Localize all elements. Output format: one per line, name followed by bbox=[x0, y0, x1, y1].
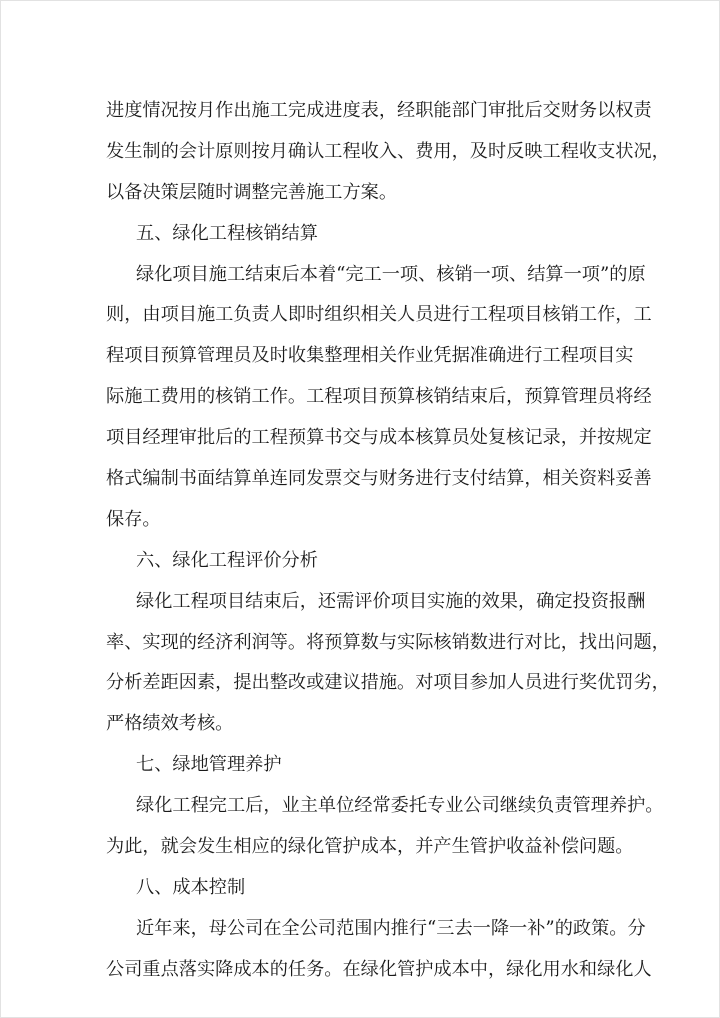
body-line: 发生制的会计原则按月确认工程收入、费用，及时反映工程收支状况， bbox=[106, 140, 670, 162]
body-line: 率、实现的经济利润等。将预算数与实际核销数进行对比，找出问题， bbox=[106, 631, 670, 653]
body-line: 格式编制书面结算单连同发票交与财务进行支付结算，相关资料妥善 bbox=[106, 468, 652, 490]
body-line: 项目经理审批后的工程预算书交与成本核算员处复核记录，并按规定 bbox=[106, 427, 652, 449]
body-line: 则，由项目施工负责人即时组织相关人员进行工程项目核销工作，工 bbox=[106, 304, 652, 326]
body-line: 程项目预算管理员及时收集整理相关作业凭据准确进行工程项目实 bbox=[106, 345, 634, 367]
section-heading: 五、绿化工程核销结算 bbox=[136, 222, 318, 244]
body-line: 公司重点落实降成本的任务。在绿化管护成本中，绿化用水和绿化人 bbox=[106, 958, 652, 980]
section-heading: 六、绿化工程评价分析 bbox=[136, 549, 318, 571]
body-line: 进度情况按月作出施工完成进度表，经职能部门审批后交财务以权责 bbox=[106, 100, 652, 121]
body-line: 绿化项目施工结束后本着“完工一项、核销一项、结算一项”的原 bbox=[136, 263, 646, 285]
section-heading: 七、绿地管理养护 bbox=[136, 754, 282, 776]
section-heading: 八、成本控制 bbox=[136, 876, 246, 898]
body-line: 分析差距因素，提出整改或建议措施。对项目参加人员进行奖优罚劣， bbox=[106, 672, 670, 694]
body-line: 绿化工程完工后，业主单位经常委托专业公司继续负责管理养护。 bbox=[136, 795, 664, 817]
body-line: 绿化工程项目结束后，还需评价项目实施的效果，确定投资报酬 bbox=[136, 590, 646, 612]
body-line: 保存。 bbox=[106, 508, 161, 530]
document-body bbox=[106, 91, 670, 991]
body-line: 以备决策层随时调整完善施工方案。 bbox=[106, 181, 398, 203]
body-line: 际施工费用的核销工作。工程项目预算核销结束后，预算管理员将经 bbox=[106, 386, 652, 408]
body-line: 近年来，母公司在全公司范围内推行“三去一降一补”的政策。分 bbox=[136, 917, 646, 939]
body-line: 为此，就会发生相应的绿化管护成本，并产生管护收益补偿问题。 bbox=[106, 836, 634, 858]
body-line: 严格绩效考核。 bbox=[106, 713, 234, 735]
